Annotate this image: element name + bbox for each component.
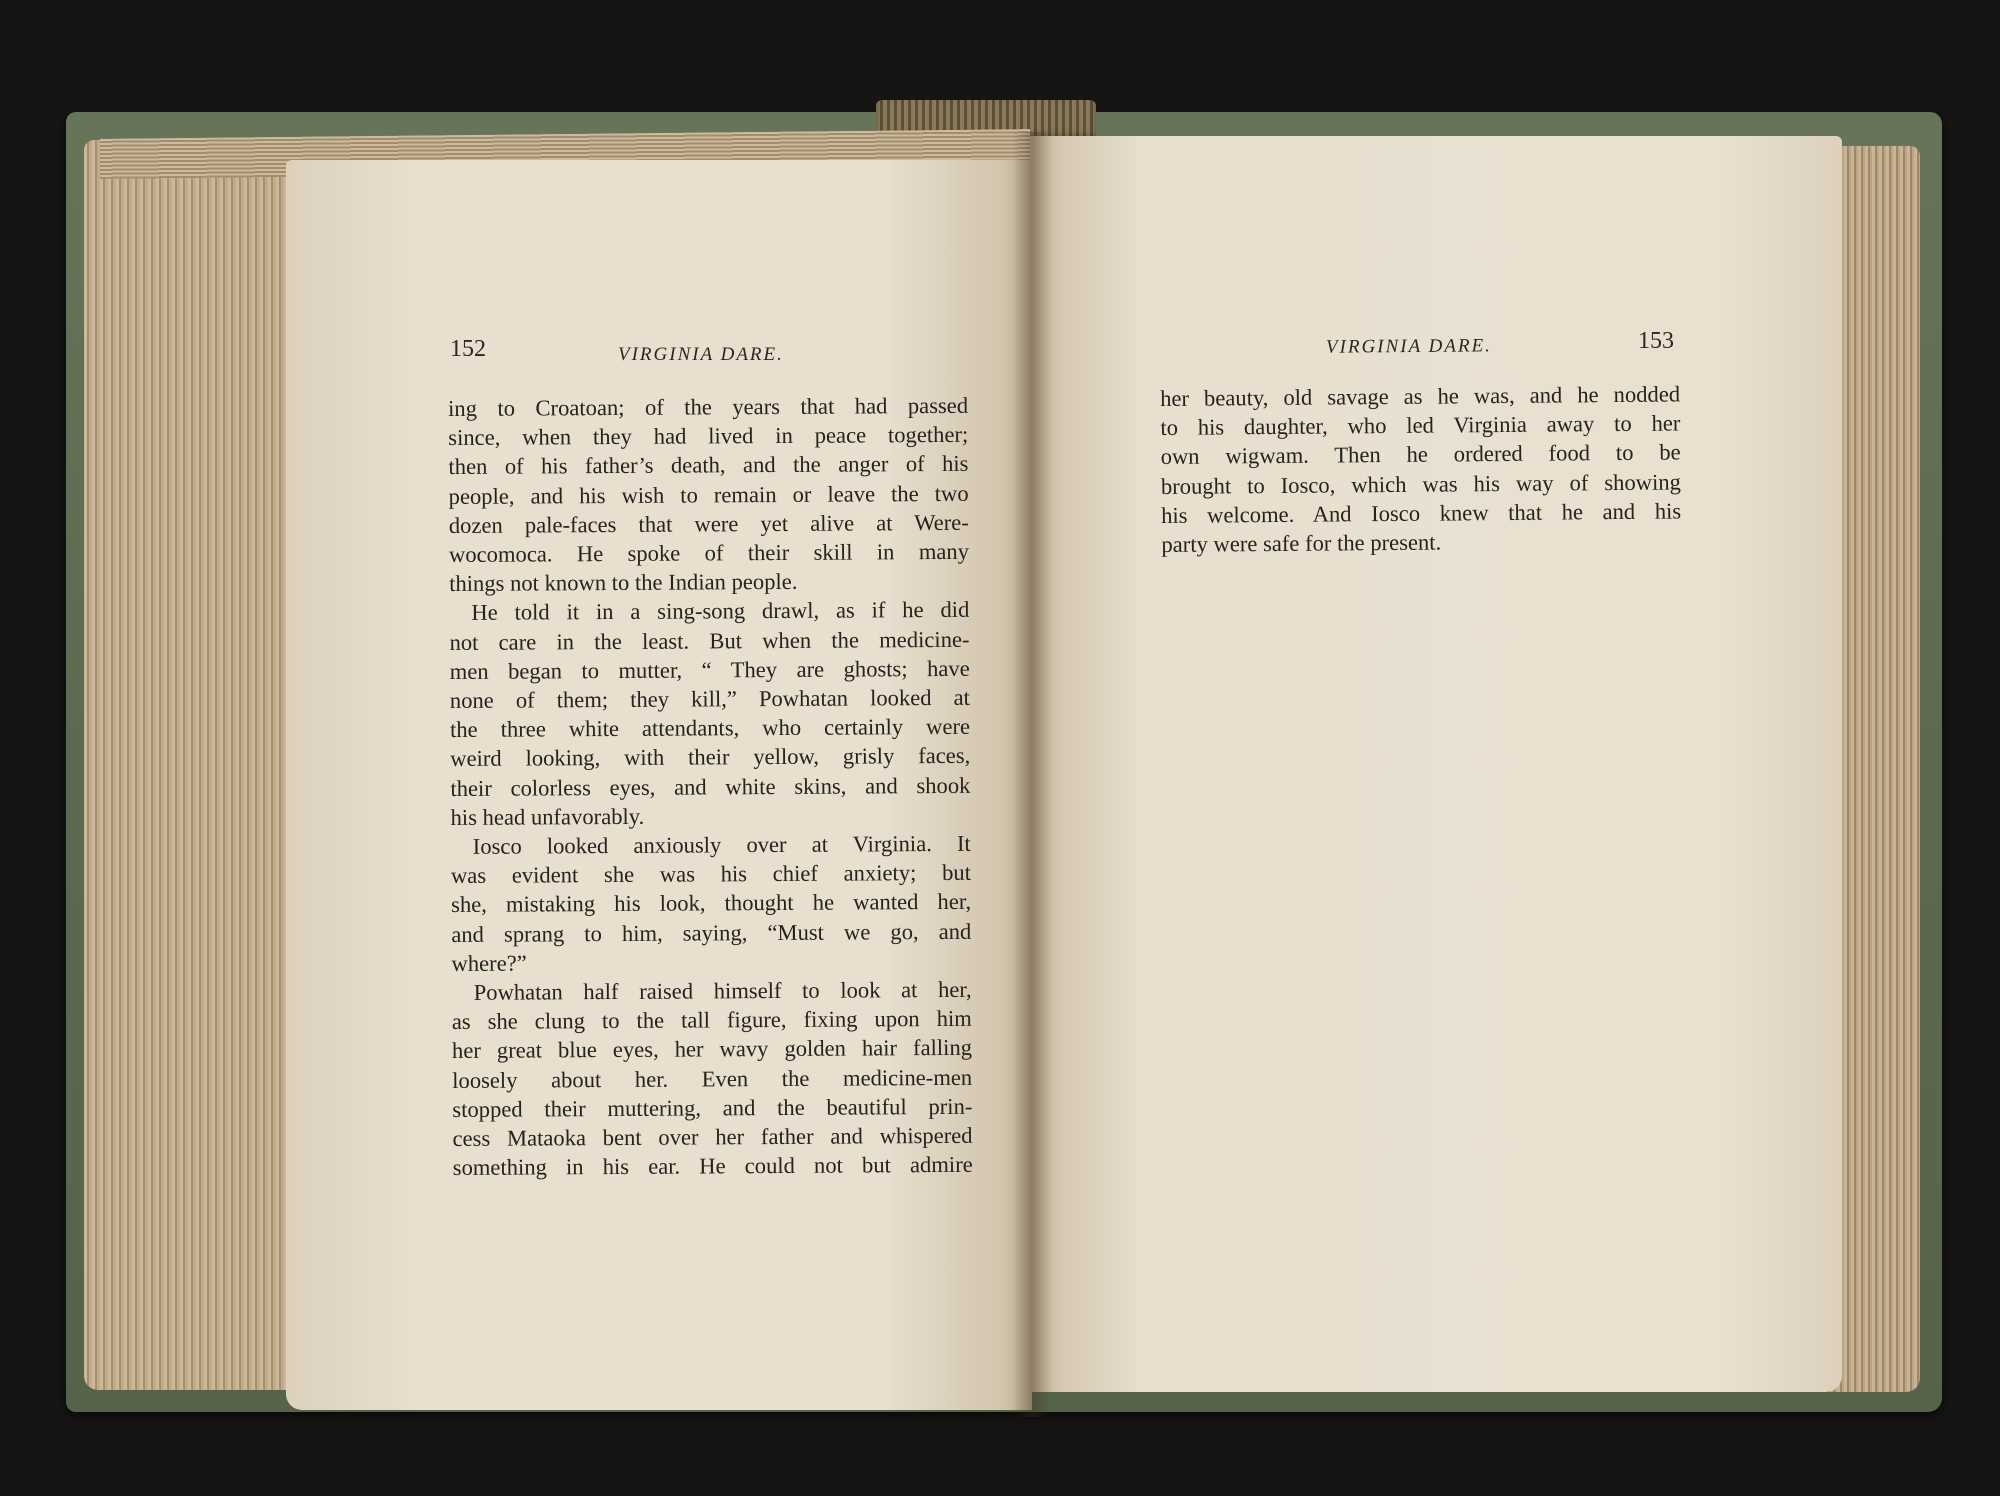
text-line: her beauty, old savage as he was, and he nodded <box>1160 381 1681 411</box>
text-line: since, when they had lived in peace together; <box>448 422 969 451</box>
text-line: ing to Croatoan; of the years that had passed <box>448 392 969 421</box>
text-line: loosely about her. Even the medicine-men <box>452 1064 973 1093</box>
text-line: as she clung to the tall figure, fixing upon him <box>451 1006 972 1035</box>
text-line: not care in the least. But when the medicine- <box>449 626 970 655</box>
text-line: her great blue eyes, her wavy golden hair falling <box>451 1035 973 1064</box>
running-head-left: VIRGINIA DARE. <box>618 344 784 365</box>
text-line: his head unfavorably. <box>450 803 645 830</box>
text-line: where?” <box>451 950 527 976</box>
left-page-text <box>448 391 973 1183</box>
text-line: men began to mutter, “ They are ghosts; have <box>449 655 970 684</box>
text-line: He told it in a sing-song drawl, as if he did <box>471 597 970 626</box>
text-line: party were safe for the present. <box>1161 529 1442 558</box>
text-line: his welcome. And Iosco knew that he and his <box>1161 498 1682 528</box>
running-head-right: VIRGINIA DARE. <box>1325 335 1492 358</box>
text-line: brought to Iosco, which was his way of showing <box>1160 469 1681 499</box>
text-line: cess Mataoka bent over her father and whispered <box>452 1122 973 1152</box>
right-page-text <box>1160 379 1682 559</box>
text-line: weird looking, with their yellow, grisly faces, <box>450 743 971 772</box>
right-page <box>1030 136 1842 1392</box>
page-number-left: 152 <box>450 336 486 362</box>
text-line: and sprang to him, saying, “Must we go, and <box>451 918 972 947</box>
text-line: their colorless eyes, and white skins, and shook <box>450 772 971 801</box>
right-page-edges <box>1830 146 1920 1392</box>
text-line: something in his ear. He could not but admire <box>452 1152 973 1181</box>
text-line: the three white attendants, who certainly were <box>449 714 971 743</box>
text-line: stopped their muttering, and the beautiful prin- <box>452 1093 973 1122</box>
text-line: things not known to the Indian people. <box>449 569 798 597</box>
left-page-edges <box>84 140 294 1390</box>
book-gutter <box>1012 132 1052 1417</box>
text-line: own wigwam. Then he ordered food to be <box>1160 439 1681 470</box>
text-line: none of them; they kill,” Powhatan looked at <box>449 684 970 714</box>
text-line: was evident she was his chief anxiety; but <box>450 860 972 889</box>
text-line: she, mistaking his look, thought he wanted her, <box>451 889 972 918</box>
text-line: to his daughter, who led Virginia away to her <box>1160 410 1681 441</box>
text-line: Iosco looked anxiously over at Virginia. It <box>472 830 971 859</box>
text-line: wocomoca. He spoke of their skill in many <box>448 538 970 568</box>
text-line: Powhatan half raised himself to look at her, <box>473 976 972 1005</box>
page-number-right: 153 <box>1638 328 1674 354</box>
text-line: then of his father’s death, and the anger of his <box>448 451 969 480</box>
text-line: dozen pale-faces that were yet alive at Were- <box>448 509 969 538</box>
text-line: people, and his wish to remain or leave the two <box>448 480 969 509</box>
